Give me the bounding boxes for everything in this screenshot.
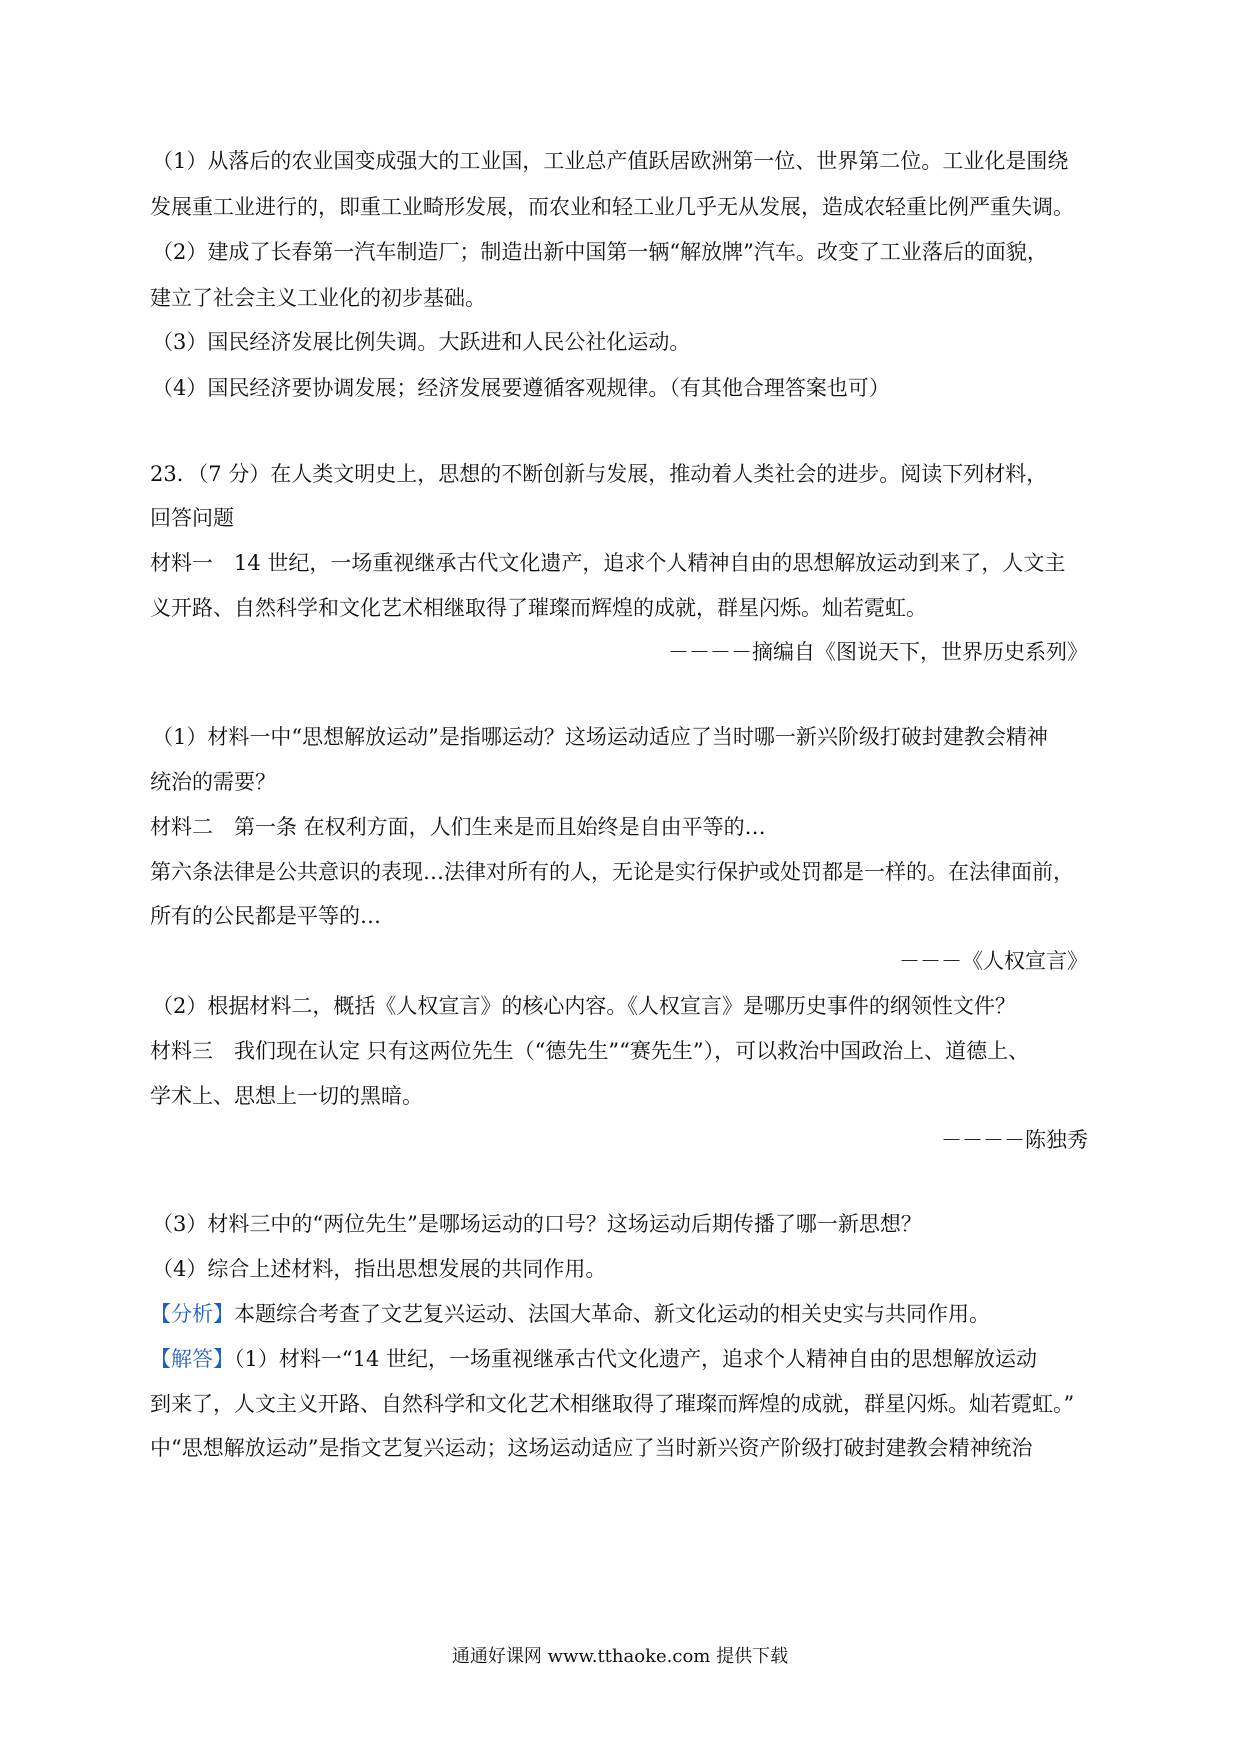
material-two: 材料二 第一条 在权利方面，人们生来是而且始终是自由平等的… [150, 815, 766, 839]
material-one: 材料一 14 世纪，一场重视继承古代文化遗产，追求个人精神自由的思想解放运动到来了，人文主 [150, 551, 1066, 575]
answer-line: （2）建成了长春第一汽车制造厂；制造出新中国第一辆“解放牌”汽车。改变了工业落后的面貌， [152, 240, 1048, 264]
material-one-source: －－－－摘编自《图说天下，世界历史系列》 [668, 640, 1088, 664]
analysis-line [150, 1300, 1090, 1328]
material-one-cont: 义开路、自然科学和文化艺术相继取得了璀璨而辉煌的成就，群星闪烁。灿若霓虹。 [150, 596, 927, 620]
answer-line: 建立了社会主义工业化的初步基础。 [150, 286, 486, 310]
question-title: 23．（7 分）在人类文明史上，思想的不断创新与发展，推动着人类社会的进步。阅读下列材料， [150, 462, 1048, 486]
material-three-source: －－－－陈独秀 [941, 1128, 1088, 1152]
question-three: （3）材料三中的“两位先生”是哪场运动的口号？这场运动后期传播了哪一新思想？ [152, 1212, 922, 1236]
solution-tag: 【解答】 [150, 1347, 234, 1371]
answer-line: （4）国民经济要协调发展；经济发展要遵循客观规律。（有其他合理答案也可） [152, 376, 890, 400]
page-footer: 通通好课网 www.tthaoke.com 提供下载 [451, 1646, 789, 1667]
answer-line: 发展重工业进行的，即重工业畸形发展，而农业和轻工业几乎无从发展，造成农轻重比例严重失调。 [150, 195, 1074, 219]
material-two-cont: 第六条法律是公共意识的表现…法律对所有的人，无论是实行保护或处罚都是一样的。在法律面前， [150, 860, 1074, 884]
question-two: （2）根据材料二，概括《人权宣言》的核心内容。《人权宣言》是哪历史事件的纲领性文件？ [152, 994, 1016, 1018]
solution-line-cont: 到来了，人文主义开路、自然科学和文化艺术相继取得了璀璨而辉煌的成就，群星闪烁。灿若霓虹。” [150, 1392, 1075, 1416]
answer-line: （3）国民经济发展比例失调。大跃进和人民公社化运动。 [152, 330, 691, 354]
question-title-cont: 回答问题 [150, 506, 234, 530]
material-three-cont: 学术上、思想上一切的黑暗。 [150, 1084, 423, 1108]
question-one: （1）材料一中“思想解放运动”是指哪运动？这场运动适应了当时哪一新兴阶级打破封建教会精神 [152, 725, 1048, 749]
analysis-text: 本题综合考查了文艺复兴运动、法国大革命、新文化运动的相关史实与共同作用。 [234, 1302, 990, 1326]
material-three: 材料三 我们现在认定 只有这两位先生（“德先生”“赛先生”），可以救治中国政治上、道德上、 [150, 1039, 1030, 1063]
solution-line [150, 1345, 1090, 1373]
question-four: （4）综合上述材料，指出思想发展的共同作用。 [152, 1257, 607, 1281]
analysis-tag: 【分析】 [150, 1302, 234, 1326]
answer-line: （1）从落后的农业国变成强大的工业国，工业总产值跃居欧洲第一位、世界第二位。工业化是围绕 [152, 149, 1069, 173]
material-two-cont: 所有的公民都是平等的… [150, 904, 381, 928]
question-one-cont: 统治的需要？ [150, 770, 276, 794]
material-two-source: －－－《人权宣言》 [899, 949, 1088, 973]
solution-text: （1）材料一“14 世纪，一场重视继承古代文化遗产，追求个人精神自由的思想解放运动 [234, 1347, 1037, 1371]
solution-line-cont: 中“思想解放运动”是指文艺复兴运动；这场运动适应了当时新兴资产阶级打破封建教会精神统治 [150, 1436, 1033, 1460]
